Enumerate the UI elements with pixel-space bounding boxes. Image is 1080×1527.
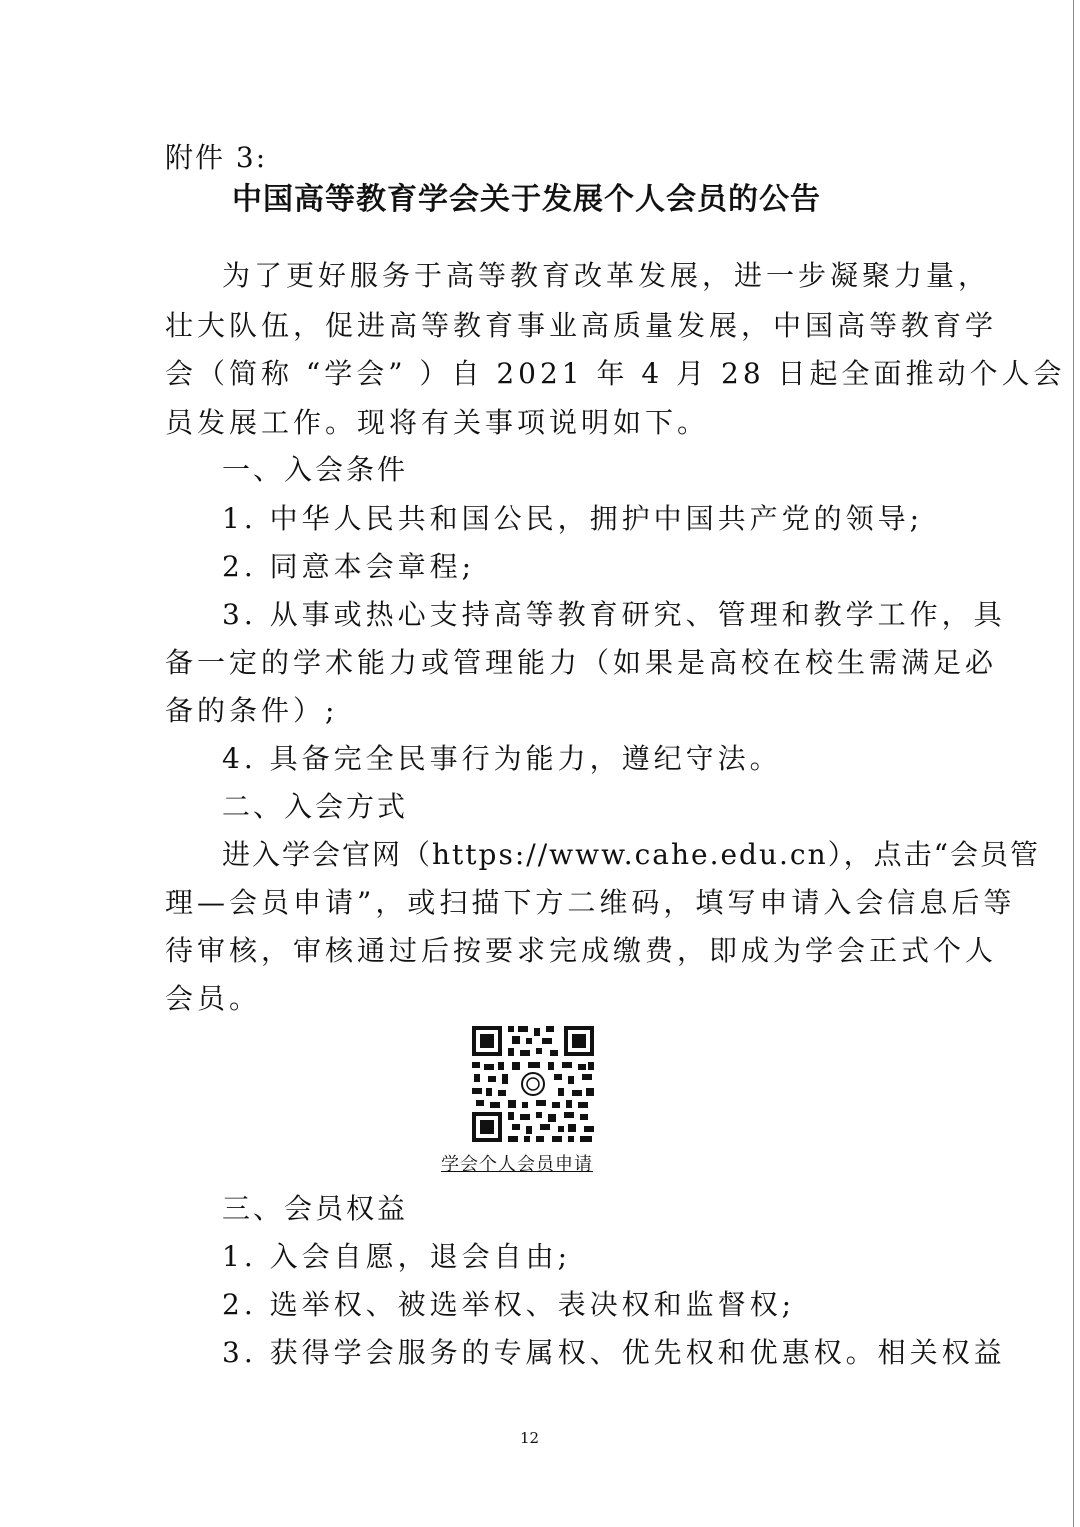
page-number: 12: [520, 1429, 540, 1447]
rights-item: 2. 选举权、被选举权、表决权和监督权;: [222, 1288, 796, 1321]
condition-item: 3. 从事或热心支持高等教育研究、管理和教学工作，具: [222, 598, 1006, 631]
document-title: 中国高等教育学会关于发展个人会员的公告: [232, 182, 821, 217]
method-line: 会员。: [165, 982, 262, 1015]
intro-line: 壮大队伍，促进高等教育事业高质量发展，中国高等教育学: [165, 309, 998, 342]
page-edge-divider: [1073, 0, 1074, 1527]
rights-item: 1. 入会自愿，退会自由;: [222, 1240, 572, 1273]
intro-line: 会（简称 “学会” ）自 2021 年 4 月 28 日起全面推动个人会: [165, 357, 1066, 390]
section-heading-member-rights: 三、会员权益: [222, 1192, 409, 1225]
qr-code-icon: [468, 1022, 598, 1146]
condition-item: 2. 同意本会章程;: [222, 550, 476, 583]
method-line: 待审核，审核通过后按要求完成缴费，即成为学会正式个人: [165, 934, 998, 967]
qr-caption: 学会个人会员申请: [441, 1154, 593, 1175]
intro-line: 为了更好服务于高等教育改革发展，进一步凝聚力量，: [222, 259, 991, 292]
condition-item: 4. 具备完全民事行为能力，遵纪守法。: [222, 742, 782, 775]
condition-item: 备一定的学术能力或管理能力（如果是高校在校生需满足必: [165, 646, 998, 679]
section-heading-membership-method: 二、入会方式: [222, 790, 409, 823]
intro-line: 员发展工作。现将有关事项说明如下。: [165, 406, 710, 439]
method-line: 进入学会官网（https://www.cahe.edu.cn），点击“会员管: [222, 838, 1040, 871]
attachment-label: 附件 3:: [165, 141, 268, 174]
condition-item: 备的条件）;: [165, 694, 339, 727]
rights-item: 3. 获得学会服务的专属权、优先权和优惠权。相关权益: [222, 1336, 1006, 1369]
condition-item: 1. 中华人民共和国公民，拥护中国共产党的领导;: [222, 502, 924, 535]
method-line: 理—会员申请”，或扫描下方二维码，填写申请入会信息后等: [165, 886, 1016, 919]
section-heading-membership-conditions: 一、入会条件: [222, 453, 409, 486]
